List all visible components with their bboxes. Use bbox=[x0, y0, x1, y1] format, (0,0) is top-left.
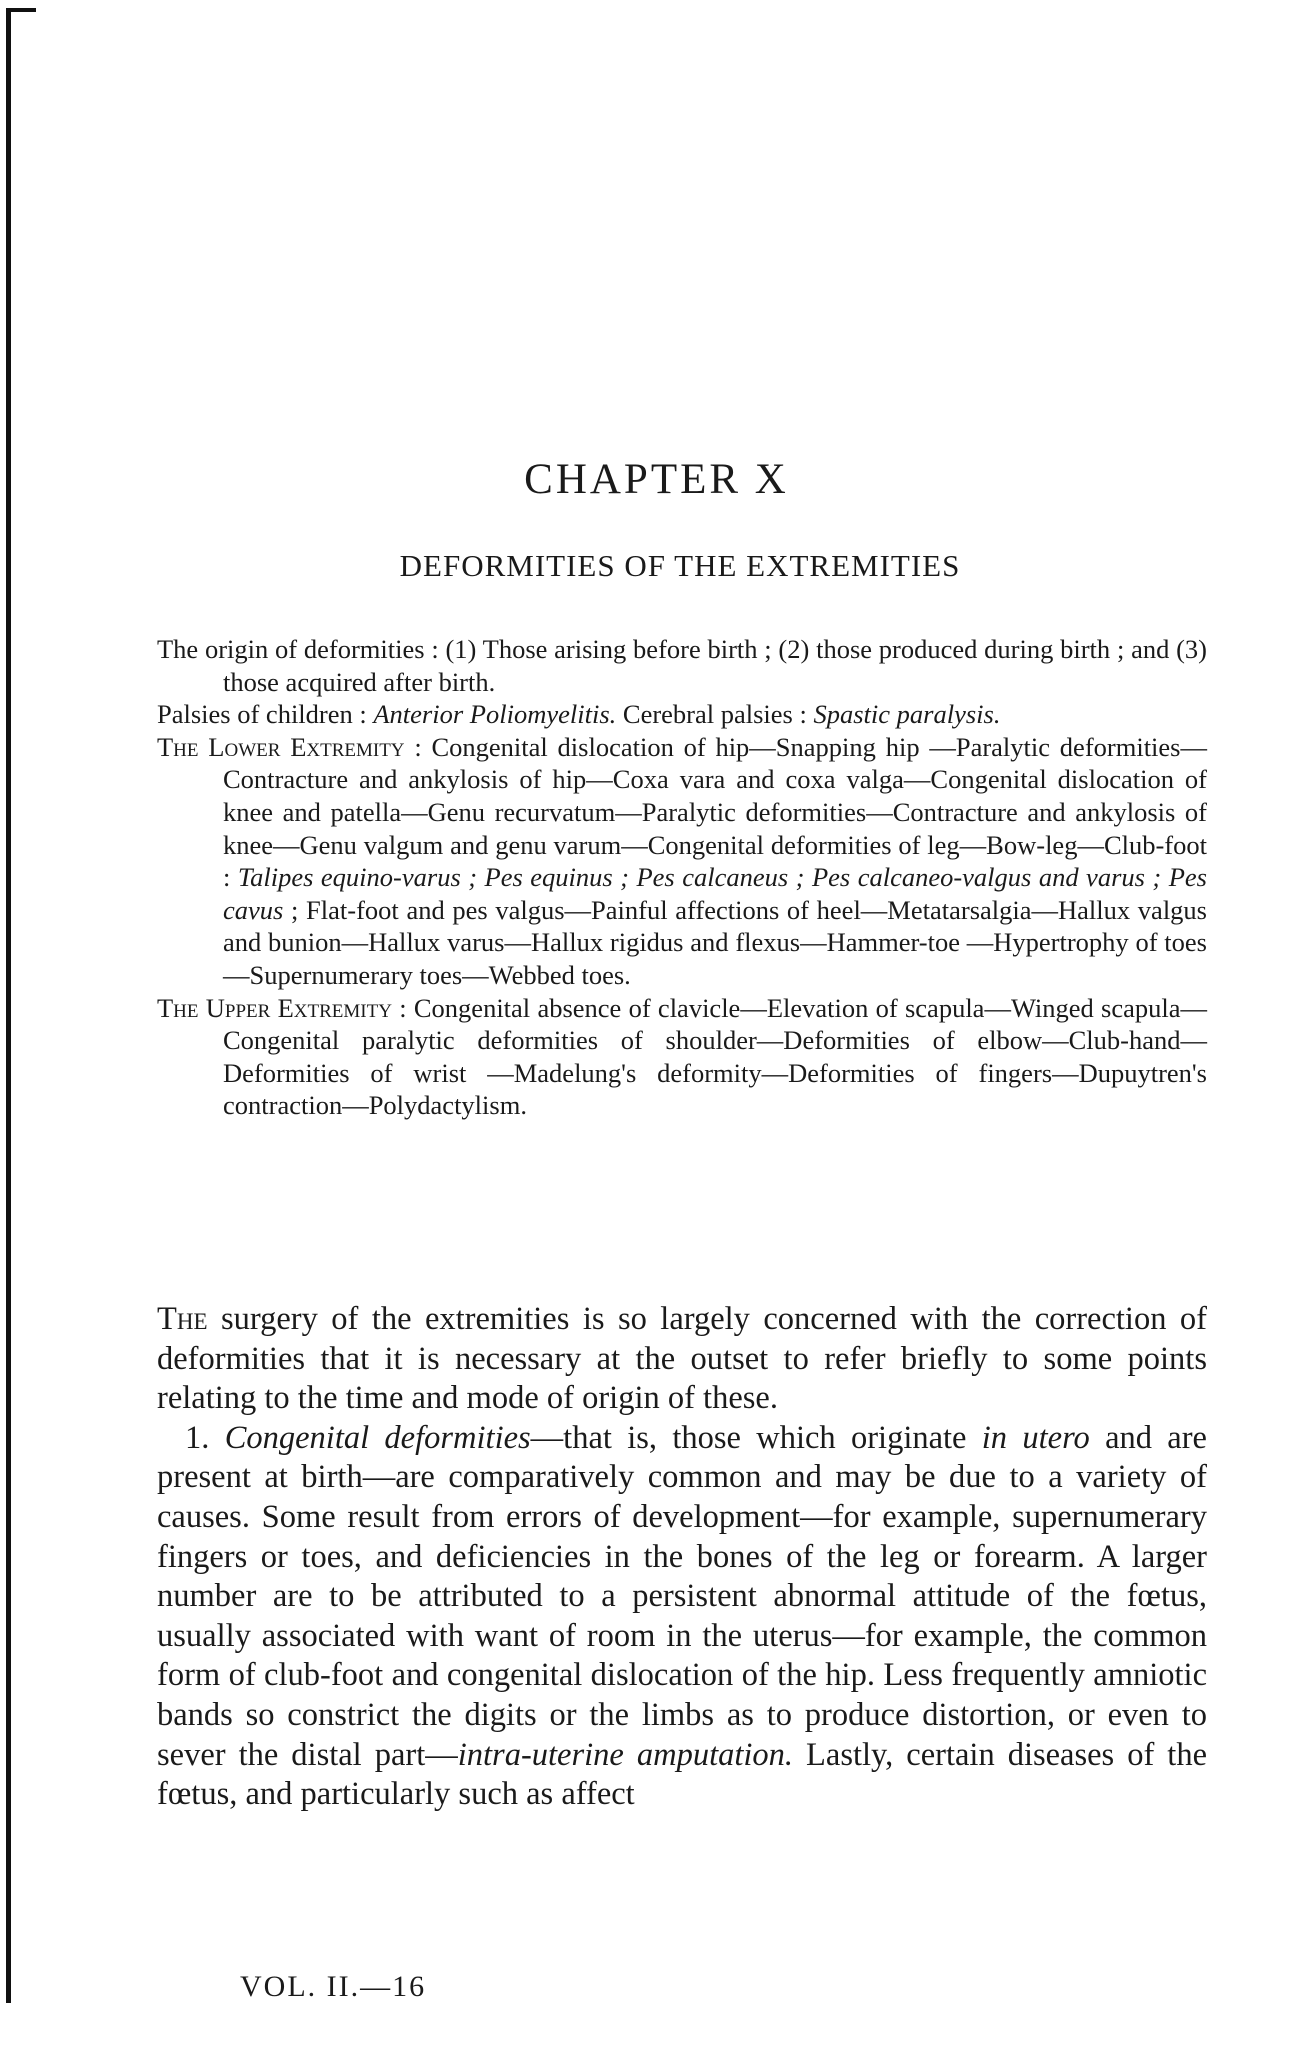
upper-extremity-heading: The Upper Extremity bbox=[157, 992, 392, 1023]
palsies-mid: Cerebral palsies : bbox=[616, 699, 814, 730]
summary-upper-extremity bbox=[157, 992, 1207, 1122]
summary-palsies bbox=[157, 698, 1207, 731]
paragraph-1-lead: The bbox=[157, 1301, 208, 1337]
chapter-subtitle: DEFORMITIES OF THE EXTREMITIES bbox=[399, 548, 961, 583]
lower-extremity-heading: The Lower Extremity bbox=[157, 731, 405, 762]
summary-lower-extremity bbox=[157, 731, 1207, 992]
palsies-term-2: Spastic paralysis. bbox=[813, 699, 1001, 730]
paragraph-1-text: surgery of the extremities is so largely concerned with the correction of deformities that it is necessary at the outset to refer briefly to some points relating to the time and mode of origin of these. bbox=[157, 1301, 1207, 1417]
summary-origin: The origin of deformities : (1) Those arising before birth ; (2) those produced during birth ; and (3) those acquired after birth. bbox=[157, 634, 1207, 697]
binding-edge-corner bbox=[6, 8, 36, 12]
paragraph-2-text-3: Lastly, certain diseases of the fœtus, and particularly such as affect bbox=[157, 1736, 1207, 1813]
chapter-summary bbox=[157, 633, 1207, 1122]
body-text bbox=[157, 1300, 1207, 1815]
paragraph-2-number: 1. bbox=[185, 1419, 225, 1456]
palsies-prefix: Palsies of children : bbox=[157, 699, 374, 730]
lower-extremity-text-1: : Congenital dislocation of hip—Snapping hip —Paralytic deformities—Contracture and ankylosis of hip—Coxa vara and coxa valga—Congenital dislocation of knee and patella—Genu recurvatum—Paralytic deformities—Contracture and ankylosis of knee—Genu valgum and genu varum—Congenital deformities of leg—Bow-leg—Club-foot : bbox=[223, 731, 1207, 893]
upper-extremity-text: : Congenital absence of clavicle—Elevation of scapula—Winged scapula—Congenital paralytic deformities of shoulder—Deformities of elbow—Club-hand—Deformities of wrist —Madelung's deformity—Deformities of fingers—Dupuytren's contraction—Polydactylism. bbox=[223, 992, 1208, 1121]
paragraph-2-term-2: in utero bbox=[981, 1419, 1090, 1456]
paragraph-2-text-1: —that is, those which originate bbox=[530, 1419, 982, 1456]
chapter-title: CHAPTER X bbox=[524, 456, 789, 503]
lower-extremity-text-2: ; Flat-foot and pes valgus—Painful affections of heel—Metatarsalgia—Hallux valgus and bunion—Hallux varus—Hallux rigidus and flexus—Hammer-toe —Hypertrophy of toes—Supernumerary toes—Webbed toes. bbox=[223, 894, 1207, 990]
body-paragraph-1 bbox=[157, 1300, 1207, 1419]
binding-edge-rule bbox=[6, 8, 11, 2003]
palsies-term-1: Anterior Poliomyelitis. bbox=[373, 699, 617, 730]
signature-mark: VOL. II.—16 bbox=[240, 1970, 427, 2003]
body-paragraph-2 bbox=[157, 1419, 1207, 1815]
paragraph-2-text-2: and are present at birth—are comparatively common and may be due to a variety of causes. Some result from errors of development—for example, supernumerary fingers or toes, and deficiencies in the bones of the leg or forearm. A larger number are to be attributed to a persistent abnormal attitude of the fœtus, usually associated with want of room in the uterus—for example, the common form of club-foot and congenital dislocation of the hip. Less frequently amniotic bands so constrict the digits or the limbs as to produce distortion, or even to sever the distal part— bbox=[157, 1419, 1207, 1773]
paragraph-2-term-3: intra-uterine amputation. bbox=[457, 1736, 794, 1773]
lower-extremity-italic: Talipes equino-varus ; Pes equinus ; Pes calcaneus ; Pes calcaneo-valgus and varus ; Pes cavus bbox=[223, 862, 1207, 925]
paragraph-2-term-1: Congenital deformities bbox=[224, 1419, 531, 1456]
